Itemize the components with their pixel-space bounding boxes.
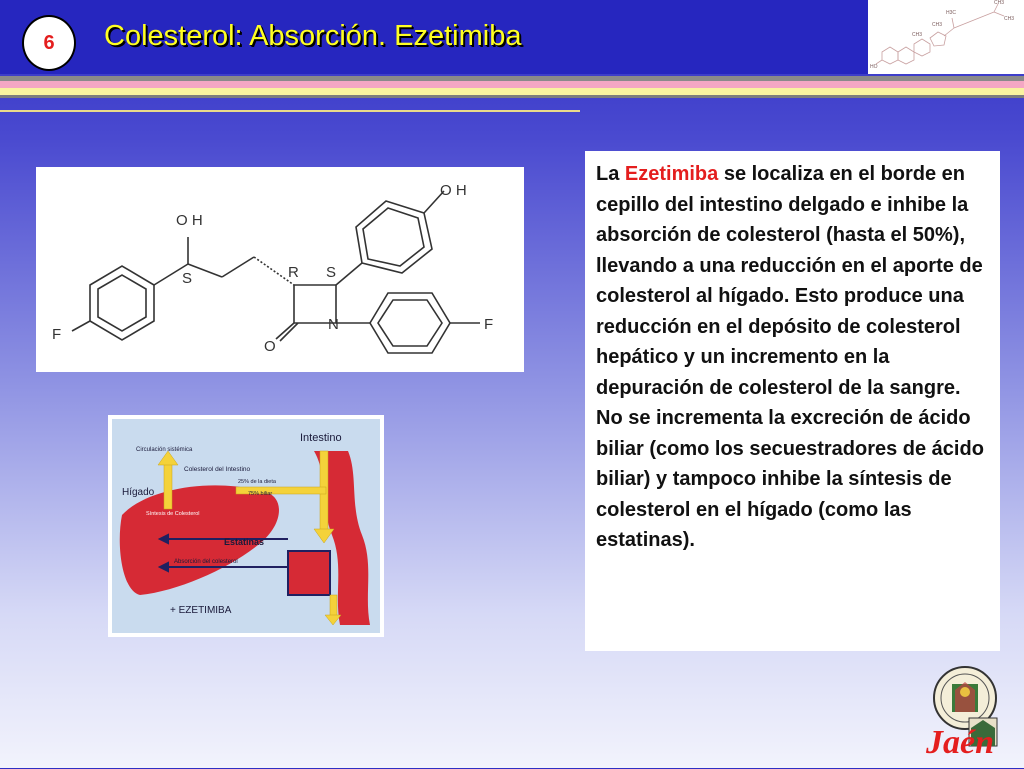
svg-text:HO: HO <box>870 64 878 70</box>
diagram-label-intestino: Intestino <box>300 432 342 444</box>
atom-label-f-left: F <box>52 326 62 343</box>
slide-number: 6 <box>43 31 55 54</box>
cholesterol-structure-image <box>868 0 1024 74</box>
atom-label-oh-right: O H <box>440 182 467 199</box>
ezetimiba-highlight: Ezetimiba <box>624 163 719 185</box>
svg-text:CH3: CH3 <box>1004 16 1015 22</box>
svg-text:CH3: CH3 <box>912 32 923 38</box>
logo-text: Jaén <box>926 724 994 761</box>
diagram-label-sintesis: Síntesis de Colesterol <box>146 511 200 517</box>
description-text <box>596 159 990 556</box>
absorption-diagram <box>108 415 384 637</box>
text-after-highlight: se localiza en el borde en cepillo del intestino delgado e inhibe la absorción de colesterol (hasta el 50%), llevando a una reducción en el aporte de colesterol al hígado. Esto produce una reducción en el depósito de colesterol hepático y un incremento en la depuración de colesterol de la sangre. No se incrementa la excreción de ácido biliar (como los secuestradores de ácido biliar) y tampoco inhibe la síntesis de colesterol en el hígado (como las estatinas). <box>596 163 984 551</box>
atom-label-s-left: S <box>182 270 193 287</box>
description-panel <box>585 151 1000 651</box>
atom-label-f-right: F <box>484 316 494 333</box>
diagram-label-ezetimiba: + EZETIMIBA <box>170 605 232 616</box>
svg-text:CH3: CH3 <box>994 0 1005 6</box>
atom-label-o: O <box>264 338 276 355</box>
svg-text:CH3: CH3 <box>932 22 943 28</box>
divider-line <box>0 110 580 112</box>
atom-label-oh-left: O H <box>176 212 203 229</box>
atom-label-n: N <box>328 316 339 333</box>
header-stripe-pink <box>0 81 1024 88</box>
text-before-highlight: La <box>596 163 625 185</box>
atom-label-r: R <box>288 264 299 281</box>
slide-title: Colesterol: Absorción. Ezetimiba <box>104 20 522 52</box>
header-stripe-gray-bottom <box>0 95 1024 98</box>
diagram-label-estatinas: Estatinas <box>224 537 265 547</box>
diagram-label-colesterol-intestino: Colesterol del Intestino <box>184 466 251 473</box>
header-stripe-yellow <box>0 88 1024 95</box>
diagram-label-circulacion: Circulación sistémica <box>136 447 193 453</box>
diagram-label-higado: Hígado <box>122 487 155 498</box>
slide-number-badge <box>22 15 76 71</box>
diagram-label-absorcion: Absorción del colesterol <box>174 559 238 565</box>
svg-text:H3C: H3C <box>946 10 957 16</box>
atom-label-s-right: S <box>326 264 337 281</box>
ezetimibe-molecule-image <box>36 167 524 372</box>
diagram-label-dieta: 25% de la dieta <box>238 479 276 485</box>
diagram-label-biliar: 75% biliar <box>248 491 273 497</box>
